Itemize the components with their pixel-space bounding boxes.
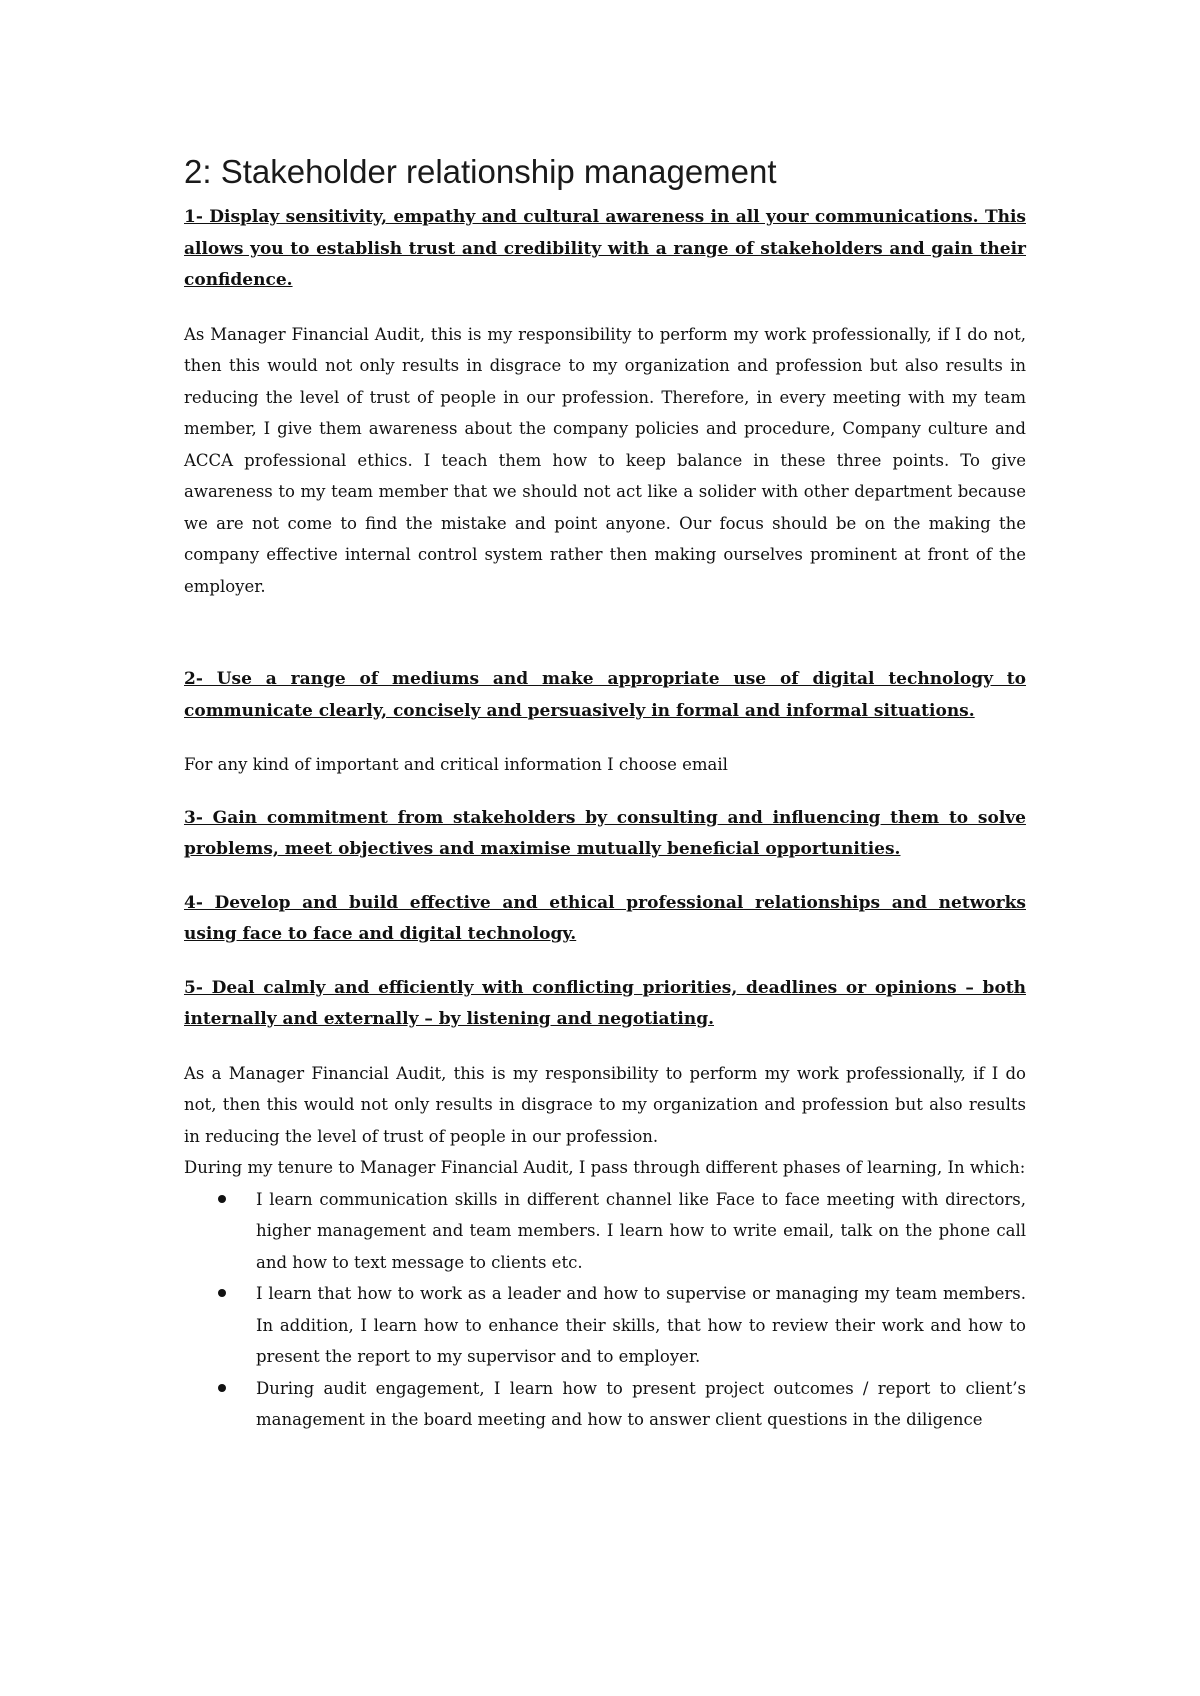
section-5-paragraph-1: As a Manager Financial Audit, this is my responsibility to perform my work professionally, if I do not, then this would not only results in disgrace to my organization and profession but also results in reducing the level of trust of people in our profession. [184,1063,1026,1146]
document-page [184,150,1026,1436]
list-item [184,1278,1026,1373]
list-item-text: During audit engagement, I learn how to present project outcomes / report to client’s management in the board meeting and how to answer client questions in the diligence [256,1378,1026,1429]
section-2-heading: 2- Use a range of mediums and make appropriate use of digital technology to communicate clearly, concisely and persuasively in formal and informal situations. [184,669,1026,721]
bullet-icon [218,1195,226,1203]
section-5-paragraph-2: During my tenure to Manager Financial Audit, I pass through different phases of learning, In which: [184,1158,1026,1177]
section-1-heading: 1- Display sensitivity, empathy and cultural awareness in all your communications. This allows you to establish trust and credibility with a range of stakeholders and gain their confidence. [184,207,1026,290]
bullet-icon [218,1384,226,1392]
bullet-icon [218,1289,226,1297]
list-item [184,1373,1026,1436]
list-item-text: I learn communication skills in different channel like Face to face meeting with directors, higher management and team members. I learn how to write email, talk on the phone call and how to text message to clients etc. [256,1189,1026,1272]
document-title: 2: Stakeholder relationship management [184,153,777,190]
section-2-paragraph: For any kind of important and critical information I choose email [184,755,728,774]
section-3-heading: 3- Gain commitment from stakeholders by consulting and influencing them to solve problems, meet objectives and maximise mutually beneficial opportunities. [184,807,1026,859]
learning-bullet-list [184,1184,1026,1436]
section-1-paragraph: As Manager Financial Audit, this is my responsibility to perform my work professionally, if I do not, then this would not only results in disgrace to my organization and profession but also results in reducing the level of trust of people in our profession. Therefore, in every meeting with my team member, I give them awareness about the company policies and procedure, Company culture and ACCA professional ethics. I teach them how to keep balance in these three points. To give awareness to my team member that we should not act like a solider with other department because we are not come to find the mistake and point anyone. Our focus should be on the making the company effective internal control system rather then making ourselves prominent at front of the employer. [184,324,1026,596]
section-4-heading: 4- Develop and build effective and ethical professional relationships and networks using face to face and digital technology. [184,892,1026,944]
section-5-heading: 5- Deal calmly and efficiently with conflicting priorities, deadlines or opinions – both internally and externally – by listening and negotiating. [184,977,1026,1029]
list-item-text: I learn that how to work as a leader and how to supervise or managing my team members. In addition, I learn how to enhance their skills, that how to review their work and how to present the report to my supervisor and to employer. [256,1284,1026,1366]
list-item [184,1184,1026,1279]
